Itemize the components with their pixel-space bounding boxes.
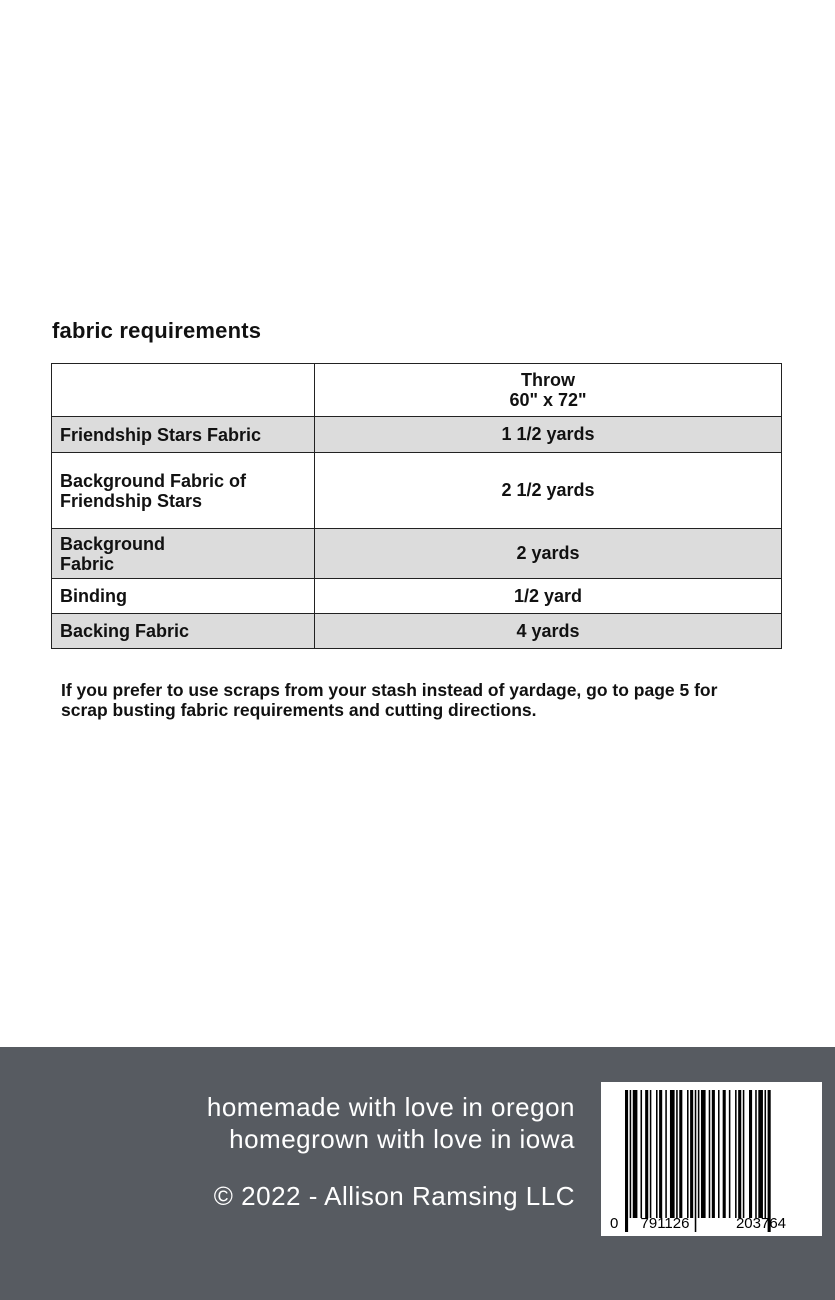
- table-row: [52, 453, 782, 529]
- barcode-bar: [698, 1090, 700, 1218]
- barcode-bar: [723, 1090, 726, 1218]
- barcode-bar: [670, 1090, 675, 1218]
- barcode-bar: [690, 1090, 693, 1218]
- section-title: fabric requirements: [52, 318, 262, 343]
- barcode-bar: [758, 1090, 763, 1218]
- row-value: 1/2 yard: [315, 579, 782, 614]
- barcode-bar: [676, 1090, 678, 1218]
- tagline-oregon: homemade with love in oregon: [206, 1092, 575, 1122]
- barcode-bar: [659, 1090, 662, 1218]
- table-row: [52, 417, 782, 453]
- barcode-bar: [656, 1090, 658, 1218]
- scrap-note: If you prefer to use scraps from your stash instead of yardage, go to page 5 for scrap busting fabric requirements and cutting directions.: [61, 680, 718, 720]
- barcode-bar: [729, 1090, 731, 1218]
- barcode-bar: [665, 1090, 667, 1218]
- barcode-bar: [765, 1090, 767, 1218]
- barcode-bar: [755, 1090, 757, 1218]
- row-label: Friendship Stars Fabric: [52, 417, 315, 453]
- barcode-bar: [695, 1090, 697, 1232]
- barcode-bar: [735, 1090, 737, 1218]
- row-value: 1 1/2 yards: [315, 417, 782, 453]
- barcode: [601, 1082, 822, 1236]
- barcode-bar: [701, 1090, 706, 1218]
- size-dimensions: 60" x 72": [509, 390, 587, 410]
- row-label: Background Fabric of Friendship Stars: [52, 453, 315, 529]
- barcode-bar: [743, 1090, 745, 1218]
- barcode-graphic: [601, 1082, 822, 1236]
- size-name: Throw: [521, 370, 575, 390]
- table-header-row: [52, 364, 782, 417]
- copyright-text: © 2022 - Allison Ramsing LLC: [213, 1181, 575, 1211]
- barcode-bar: [679, 1090, 682, 1218]
- table-row: [52, 614, 782, 649]
- fabric-requirements-table: [51, 363, 782, 649]
- header-size-cell: [315, 364, 782, 417]
- row-value: 2 yards: [315, 529, 782, 579]
- row-label-text: Background Fabric: [60, 533, 166, 574]
- barcode-bar: [709, 1090, 711, 1218]
- table-row: [52, 579, 782, 614]
- row-label: Backing Fabric: [52, 614, 315, 649]
- barcode-bar: [630, 1090, 632, 1218]
- header-label-cell: [52, 364, 315, 417]
- barcode-bar: [633, 1090, 638, 1218]
- row-label: Binding: [52, 579, 315, 614]
- barcode-bar: [687, 1090, 689, 1218]
- barcode-bar: [712, 1090, 715, 1218]
- barcode-bar: [650, 1090, 652, 1218]
- barcode-bar: [749, 1090, 752, 1218]
- barcode-bar: [738, 1090, 741, 1218]
- table-row: [52, 529, 782, 579]
- tagline-iowa: homegrown with love in iowa: [229, 1124, 575, 1154]
- barcode-digits-mid: 791126: [640, 1215, 690, 1232]
- row-label: [52, 529, 315, 579]
- barcode-bar: [645, 1090, 648, 1218]
- barcode-bar: [768, 1090, 771, 1232]
- barcode-bars: [625, 1090, 771, 1232]
- barcode-digits-right: 203764: [735, 1215, 787, 1232]
- barcode-bar: [625, 1090, 628, 1232]
- row-value: 2 1/2 yards: [315, 453, 782, 529]
- barcode-bar: [641, 1090, 643, 1218]
- barcode-bar: [718, 1090, 720, 1218]
- row-value: 4 yards: [315, 614, 782, 649]
- barcode-digit-left: 0: [610, 1215, 619, 1232]
